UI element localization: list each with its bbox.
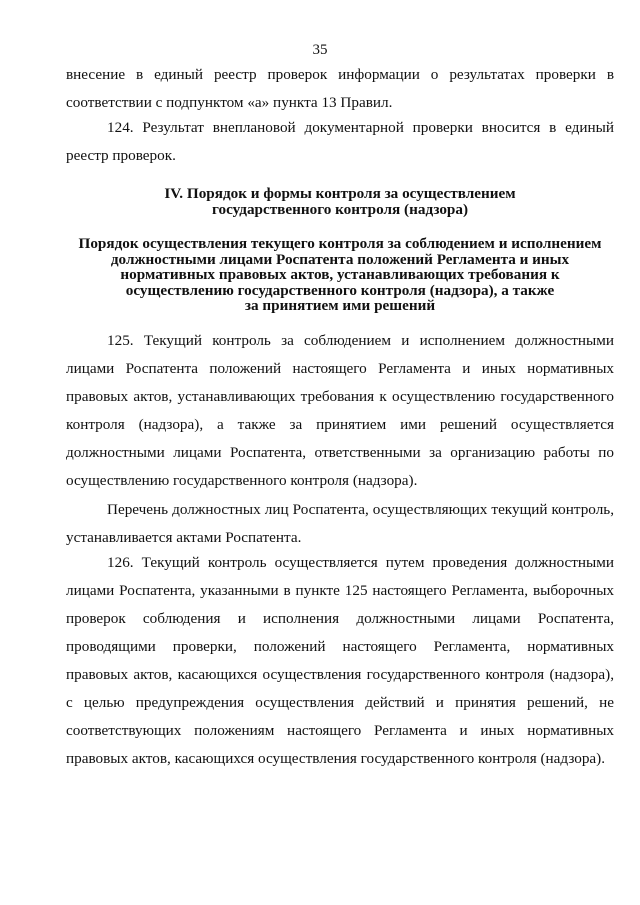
subsection-heading-line-1: Порядок осуществления текущего контроля за соблюдением и исполнением [78, 235, 602, 252]
section-heading [66, 186, 614, 218]
paragraph-126: 126. Текущий контроль осуществляется путем проведения должностными лицами Роспатента, указанными в пункте 125 настоящего Регламента, выборочных проверок соблюдения и исполнения должностными лицами Роспатента, проводящими проверки, положений настоящего Регламента, нормативных правовых актов, касающихся осуществления государственного контроля (надзора), с целью предупреждения осуществления действий и принятия решений, не соответствующих положениям настоящего Регламента и иных нормативных правовых актов, касающихся осуществления государственного контроля (надзора). [66, 554, 614, 767]
subsection-heading-line-5: за принятием ими решений [244, 297, 436, 314]
page-number: 35 [312, 42, 328, 58]
subsection-heading-line-3: нормативных правовых актов, устанавливающих требования к [120, 266, 560, 283]
section-heading-line-2: государственного контроля (надзора) [211, 201, 469, 218]
subsection-heading-line-4: осуществлению государственного контроля (надзора), а также [125, 281, 555, 299]
subsection-heading [66, 236, 614, 314]
paragraph-124: 124. Результат внеплановой документарной проверки вносится в единый реестр проверок. [66, 119, 614, 164]
subsection-heading-line-2: должностными лицами Роспатента положений Регламента и иных [110, 250, 570, 268]
paragraph-continuation: внесение в единый реестр проверок информации о результатах проверки в соответствии с подпунктом «а» пункта 13 Правил. [66, 66, 614, 111]
section-heading-line-1: IV. Порядок и формы контроля за осуществлением [164, 185, 516, 202]
paragraph-officials-list: Перечень должностных лиц Роспатента, осуществляющих текущий контроль, устанавливается актами Роспатента. [66, 501, 614, 546]
paragraph-125: 125. Текущий контроль за соблюдением и исполнением должностными лицами Роспатента положений настоящего Регламента и иных нормативных правовых актов, устанавливающих требования к осуществлению государственного контроля (надзора), а также за принятием ими решений осуществляется должностными лицами Роспатента, ответственными за организацию работы по осуществлению государственного контроля (надзора). [66, 332, 614, 489]
